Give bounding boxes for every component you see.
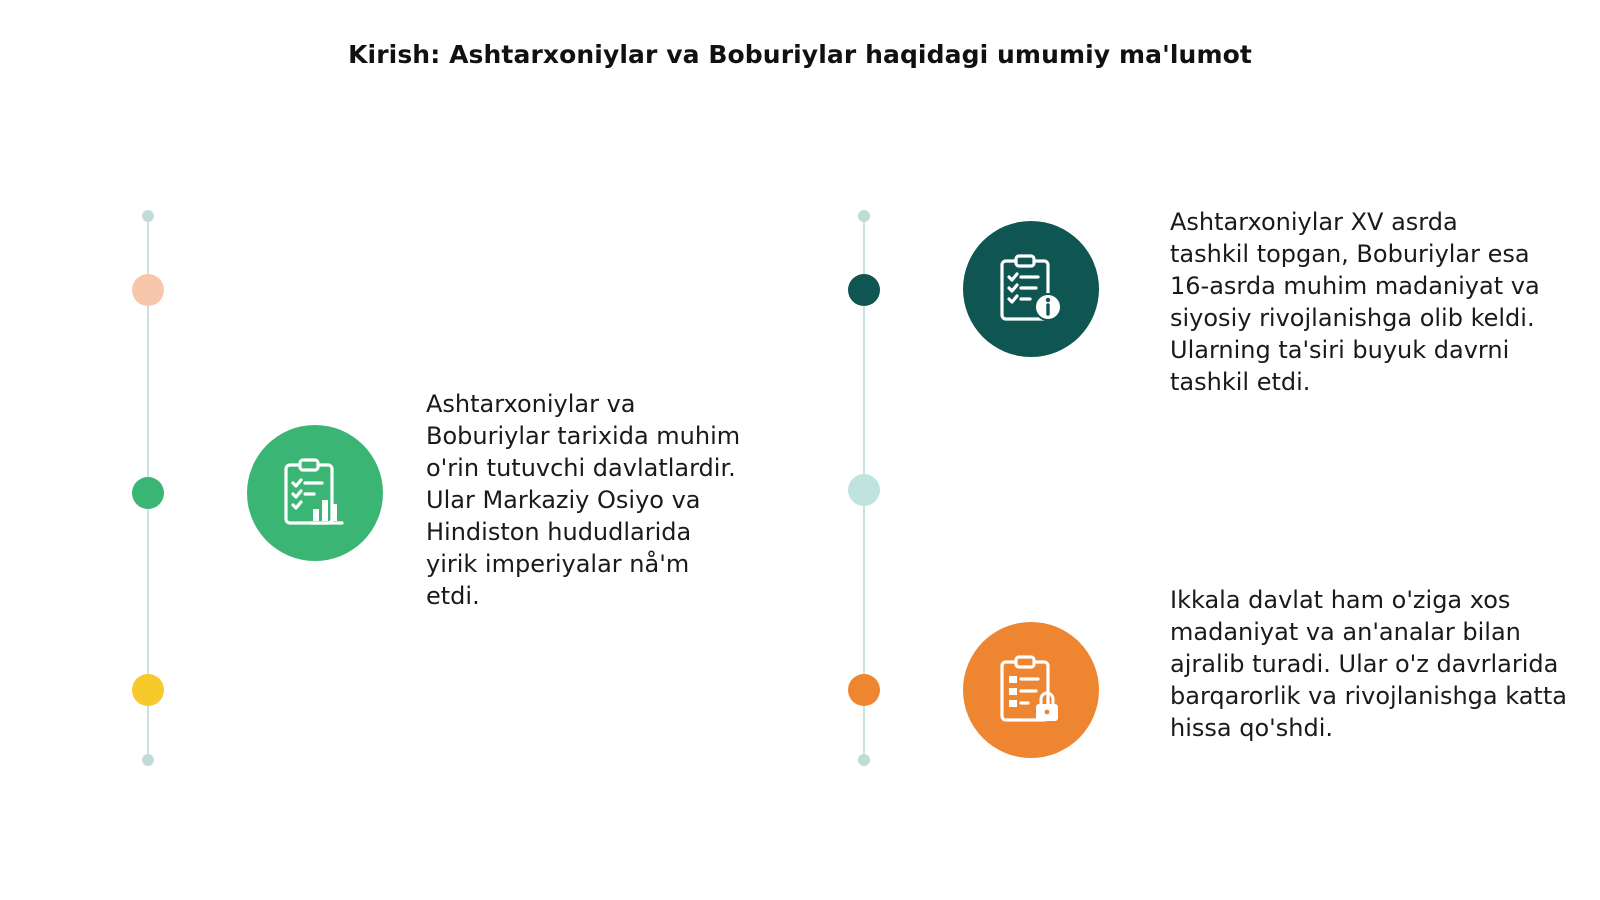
page-title: Kirish: Ashtarxoniylar va Boburiylar haqidagi umumiy ma'lumot	[348, 40, 1252, 69]
timeline-dot-2	[132, 477, 164, 509]
clipboard-lock-icon	[996, 654, 1066, 726]
timeline-end-dot	[142, 754, 154, 766]
item-2-text: Ashtarxoniylar XV asrda tashkil topgan, Boburiylar esa 16-asrda muhim madaniyat va siyosiy rivojlanishga olib keldi. Ularning ta'siri buyuk davrni tashkil etdi.	[1170, 208, 1540, 396]
timeline-end-dot	[858, 754, 870, 766]
clipboard-chart-icon	[280, 457, 350, 529]
timeline-dot-3	[848, 674, 880, 706]
timeline-start-dot	[142, 210, 154, 222]
timeline-left	[128, 210, 168, 766]
timeline-dot-3	[132, 674, 164, 706]
item-1-text: Ashtarxoniylar va Boburiylar tarixida muhim o'rin tutuvchi davlatlardir. Ular Markaziy Osiyo va Hindiston hududlarida yirik imperiyalar nå'm etdi.	[426, 390, 741, 610]
timeline-right	[844, 210, 884, 766]
clipboard-info-icon	[996, 253, 1066, 325]
timeline-start-dot	[858, 210, 870, 222]
item-1-icon-circle	[247, 425, 383, 561]
timeline-dot-2	[848, 474, 880, 506]
item-2-icon-circle	[963, 221, 1099, 357]
item-3-text: Ikkala davlat ham o'ziga xos madaniyat va an'analar bilan ajralib turadi. Ular o'z davrlarida barqarorlik va rivojlanishga katta hissa qo'shdi.	[1170, 586, 1567, 742]
timeline-dot-1	[848, 274, 880, 306]
timeline-dot-1	[132, 274, 164, 306]
item-3-icon-circle	[963, 622, 1099, 758]
